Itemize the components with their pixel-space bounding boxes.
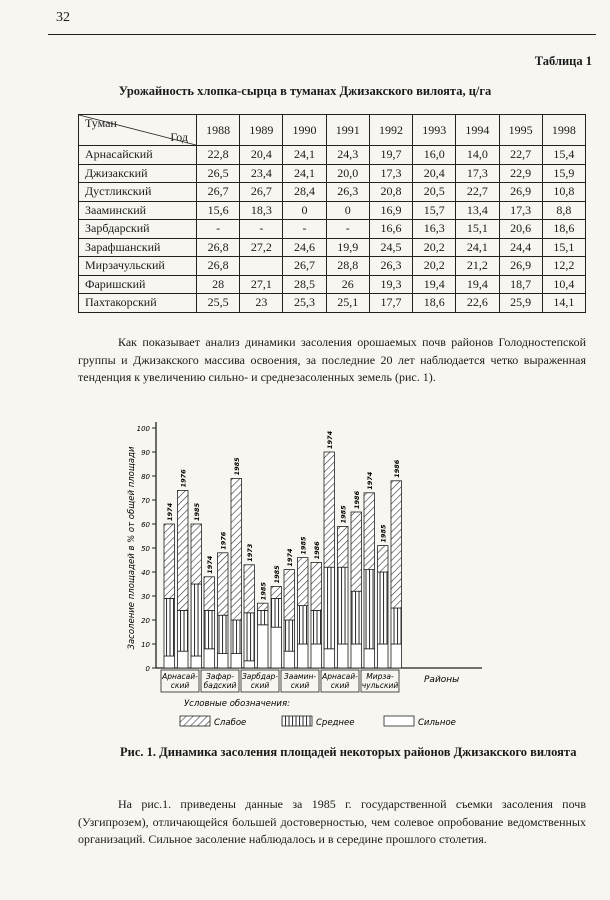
yield-value-cell: 10,4	[542, 275, 585, 294]
bar-strong	[204, 649, 215, 668]
yield-value-cell: 26,3	[326, 183, 369, 202]
yield-value-cell: 15,4	[542, 146, 585, 165]
y-tick-label: 20	[141, 617, 150, 625]
yield-value-cell: 22,7	[499, 146, 542, 165]
bar-strong	[311, 644, 322, 668]
group-label: Заамин-	[283, 672, 317, 681]
bar-medium	[364, 570, 375, 649]
yield-value-cell: 19,4	[413, 275, 456, 294]
year-header: 1998	[542, 115, 585, 146]
legend-label-medium: Среднее	[316, 718, 355, 728]
bar-weak	[298, 558, 309, 606]
yield-value-cell: 25,3	[283, 294, 326, 313]
table-row	[79, 183, 586, 202]
bar-medium	[351, 591, 362, 644]
yield-value-cell: 20,0	[326, 164, 369, 183]
yield-value-cell: 8,8	[542, 201, 585, 220]
group-label: Арнасай-	[162, 672, 198, 681]
y-tick-label: 70	[141, 497, 150, 505]
yield-value-cell: 17,3	[456, 164, 499, 183]
yield-value-cell: 25,9	[499, 294, 542, 313]
yield-value-cell: 19,4	[456, 275, 499, 294]
legend-title: Условные обозначения:	[184, 699, 290, 709]
salinization-chart	[110, 410, 500, 728]
header-diagonal-cell	[79, 115, 197, 146]
yield-value-cell: 23,4	[240, 164, 283, 183]
table-row	[79, 275, 586, 294]
yield-value-cell: 15,1	[456, 220, 499, 239]
yield-value-cell: 0	[283, 201, 326, 220]
yield-value-cell: 27,1	[240, 275, 283, 294]
yield-value-cell: 28,5	[283, 275, 326, 294]
bar-medium	[271, 598, 282, 627]
yield-value-cell: 24,1	[283, 164, 326, 183]
bar-weak	[178, 490, 189, 610]
header-row-label: Туман	[85, 116, 117, 130]
bar-weak	[244, 565, 255, 613]
group-label: ский	[290, 681, 310, 690]
bar-strong	[231, 654, 242, 668]
yield-value-cell: 25,5	[197, 294, 240, 313]
table-row	[79, 257, 586, 276]
y-axis-label: Засоление площадей в % от общей площади	[127, 446, 137, 650]
bar-medium	[284, 620, 295, 651]
bar-weak	[378, 546, 389, 572]
bar-medium	[391, 608, 402, 644]
group-label: Арнасай-	[322, 672, 358, 681]
bar-medium	[324, 567, 335, 649]
yield-value-cell: 23	[240, 294, 283, 313]
y-tick-label: 10	[141, 641, 150, 649]
bar-strong	[178, 651, 189, 668]
yield-value-cell: 18,6	[413, 294, 456, 313]
bar-medium	[218, 615, 229, 653]
table-label: Таблица 1	[534, 54, 592, 68]
group-label: бадский	[203, 681, 237, 690]
yield-value-cell: 17,3	[369, 164, 412, 183]
bar-weak	[338, 526, 349, 567]
y-tick-label: 30	[141, 593, 150, 601]
yield-value-cell: 19,7	[369, 146, 412, 165]
bar-weak	[231, 478, 242, 620]
yield-value-cell: 0	[326, 201, 369, 220]
year-header: 1988	[197, 115, 240, 146]
y-tick-label: 100	[136, 425, 150, 433]
year-header: 1994	[456, 115, 499, 146]
yield-value-cell: 22,9	[499, 164, 542, 183]
yield-value-cell: 26,7	[240, 183, 283, 202]
bar-year-label: 1974	[365, 471, 374, 490]
yield-value-cell: 18,3	[240, 201, 283, 220]
group-label: ский	[330, 681, 350, 690]
table-row	[79, 238, 586, 257]
yield-value-cell: 20,4	[413, 164, 456, 183]
y-tick-label: 60	[141, 521, 150, 529]
bar-weak	[191, 524, 202, 584]
yield-value-cell: 14,0	[456, 146, 499, 165]
bar-medium	[298, 606, 309, 644]
bar-weak	[218, 553, 229, 615]
yield-value-cell: 24,3	[326, 146, 369, 165]
y-tick-label: 50	[141, 545, 150, 553]
bar-strong	[298, 644, 309, 668]
district-name-cell: Джизакский	[79, 164, 197, 183]
bar-medium	[191, 584, 202, 656]
yield-value-cell: -	[283, 220, 326, 239]
yield-value-cell: -	[197, 220, 240, 239]
yield-value-cell: 18,7	[499, 275, 542, 294]
yield-value-cell: 22,7	[456, 183, 499, 202]
table-row	[79, 220, 586, 239]
yield-value-cell: 15,7	[413, 201, 456, 220]
year-header: 1991	[326, 115, 369, 146]
header-rule	[48, 34, 596, 35]
district-name-cell: Зааминский	[79, 201, 197, 220]
year-header: 1993	[413, 115, 456, 146]
yield-value-cell: 26	[326, 275, 369, 294]
yield-value-cell: 20,6	[499, 220, 542, 239]
group-label: ский	[250, 681, 270, 690]
yield-value-cell: 20,5	[413, 183, 456, 202]
legend-swatch-strong	[384, 716, 414, 726]
table-header-row	[79, 115, 586, 146]
bar-medium	[204, 610, 215, 648]
year-header: 1995	[499, 115, 542, 146]
yield-value-cell: 19,9	[326, 238, 369, 257]
yield-value-cell: 28,8	[326, 257, 369, 276]
group-label: Зафар-	[206, 672, 234, 681]
x-axis-label: Районы	[424, 675, 460, 685]
y-tick-label: 40	[141, 569, 150, 577]
yield-value-cell: 26,9	[499, 257, 542, 276]
yield-value-cell: 19,3	[369, 275, 412, 294]
yield-value-cell: 16,3	[413, 220, 456, 239]
yield-value-cell: 14,1	[542, 294, 585, 313]
table-row	[79, 164, 586, 183]
yield-value-cell: -	[326, 220, 369, 239]
bar-medium	[178, 610, 189, 651]
bar-year-label: 1985	[299, 536, 308, 555]
y-tick-label: 90	[141, 449, 150, 457]
district-name-cell: Зарафшанский	[79, 238, 197, 257]
yield-value-cell: 24,5	[369, 238, 412, 257]
legend-swatch-weak	[180, 716, 210, 726]
yield-value-cell: 26,8	[197, 257, 240, 276]
y-tick-label: 0	[145, 665, 150, 673]
yield-value-cell: 24,4	[499, 238, 542, 257]
bar-strong	[338, 644, 349, 668]
bar-year-label: 1974	[165, 502, 174, 521]
table-row	[79, 146, 586, 165]
legend-label-strong: Сильное	[418, 718, 456, 728]
yield-value-cell: 17,3	[499, 201, 542, 220]
yield-value-cell: 26,9	[499, 183, 542, 202]
bar-strong	[258, 625, 269, 668]
bar-weak	[271, 586, 282, 598]
bar-strong	[324, 649, 335, 668]
bar-medium	[231, 620, 242, 654]
yield-value-cell: 26,8	[197, 238, 240, 257]
bar-medium	[311, 610, 322, 644]
yield-table	[78, 114, 586, 313]
district-name-cell: Мирзачульский	[79, 257, 197, 276]
yield-value-cell: 16,9	[369, 201, 412, 220]
district-name-cell: Арнасайский	[79, 146, 197, 165]
bar-year-label: 1985	[232, 457, 241, 476]
yield-value-cell: 27,2	[240, 238, 283, 257]
table-row	[79, 201, 586, 220]
yield-value-cell: 20,2	[413, 257, 456, 276]
bar-strong	[391, 644, 402, 668]
yield-value-cell: 28,4	[283, 183, 326, 202]
yield-value-cell: 26,3	[369, 257, 412, 276]
bar-year-label: 1985	[272, 565, 281, 584]
bar-strong	[164, 656, 175, 668]
yield-value-cell: 26,7	[197, 183, 240, 202]
paragraph-2: На рис.1. приведены данные за 1985 г. государственной съемки засоления почв (Узгипрозем), отличающейся большей достоверностью, чем солевое опробование ведомственных организаций. Сильное засоление наблюдалось и в середине прошлого столетия.	[78, 797, 586, 846]
bar-medium	[258, 610, 269, 624]
yield-value-cell: 16,0	[413, 146, 456, 165]
bar-weak	[164, 524, 175, 598]
yield-value-cell: 16,6	[369, 220, 412, 239]
district-name-cell: Пахтакорский	[79, 294, 197, 313]
district-name-cell: Фаришский	[79, 275, 197, 294]
bar-year-label: 1985	[192, 502, 201, 521]
bar-weak	[351, 512, 362, 591]
yield-value-cell: 15,9	[542, 164, 585, 183]
yield-value-cell: 26,5	[197, 164, 240, 183]
yield-value-cell: 12,2	[542, 257, 585, 276]
table-row	[79, 294, 586, 313]
yield-value-cell: 24,1	[456, 238, 499, 257]
year-header: 1990	[283, 115, 326, 146]
bar-strong	[218, 654, 229, 668]
year-header: 1989	[240, 115, 283, 146]
bar-strong	[351, 644, 362, 668]
bar-weak	[391, 481, 402, 608]
yield-value-cell: 21,2	[456, 257, 499, 276]
y-tick-label: 80	[141, 473, 150, 481]
bar-year-label: 1986	[352, 490, 361, 509]
bar-weak	[204, 577, 215, 611]
district-name-cell: Дустликский	[79, 183, 197, 202]
yield-value-cell: 24,6	[283, 238, 326, 257]
yield-value-cell: 20,4	[240, 146, 283, 165]
yield-value-cell: 15,6	[197, 201, 240, 220]
bar-year-label: 1986	[392, 459, 401, 478]
group-label: ский	[170, 681, 190, 690]
yield-value-cell: 15,1	[542, 238, 585, 257]
group-label: чульский	[361, 681, 399, 690]
bar-strong	[378, 644, 389, 668]
yield-value-cell: 17,7	[369, 294, 412, 313]
yield-value-cell: 25,1	[326, 294, 369, 313]
bar-year-label: 1976	[179, 469, 188, 488]
page-number: 32	[56, 10, 70, 25]
bar-year-label: 1976	[219, 531, 228, 550]
bar-year-label: 1986	[312, 541, 321, 560]
bar-year-label: 1974	[325, 430, 334, 449]
bar-strong	[284, 651, 295, 668]
bar-weak	[311, 562, 322, 610]
yield-value-cell: 18,6	[542, 220, 585, 239]
bar-year-label: 1974	[285, 548, 294, 567]
yield-value-cell: 24,1	[283, 146, 326, 165]
yield-value-cell: 20,8	[369, 183, 412, 202]
bar-medium	[338, 567, 349, 644]
paragraph-1: Как показывает анализ динамики засоления орошаемых почв районов Голодностепской группы и Джизакского массива освоения, за последние 20 лет наблюдается четко выраженная тенденция к увеличению сильно- и среднезасоленных земель (рис. 1).	[78, 335, 586, 384]
district-name-cell: Зарбдарский	[79, 220, 197, 239]
bar-strong	[364, 649, 375, 668]
bar-year-label: 1985	[339, 505, 348, 524]
figure-caption: Рис. 1. Динамика засоления площадей некоторых районов Джизакского вилоята	[120, 745, 577, 759]
yield-value-cell	[240, 257, 283, 276]
bar-strong	[191, 656, 202, 668]
yield-value-cell: 13,4	[456, 201, 499, 220]
yield-value-cell: -	[240, 220, 283, 239]
bar-medium	[378, 572, 389, 644]
bar-medium	[244, 613, 255, 661]
yield-value-cell: 22,6	[456, 294, 499, 313]
yield-value-cell: 20,2	[413, 238, 456, 257]
bar-weak	[284, 570, 295, 620]
yield-value-cell: 10,8	[542, 183, 585, 202]
bar-medium	[164, 598, 175, 656]
bar-year-label: 1973	[245, 543, 254, 562]
legend-swatch-medium	[282, 716, 312, 726]
bar-weak	[324, 452, 335, 567]
group-label: Мирза-	[366, 672, 394, 681]
bar-year-label: 1985	[379, 524, 388, 543]
year-header: 1992	[369, 115, 412, 146]
table-title: Урожайность хлопка-сырца в туманах Джизакского вилоята, ц/га	[118, 84, 492, 98]
bar-strong	[244, 661, 255, 668]
bar-year-label: 1974	[205, 555, 214, 574]
yield-value-cell: 26,7	[283, 257, 326, 276]
yield-value-cell: 22,8	[197, 146, 240, 165]
bar-weak	[258, 603, 269, 610]
yield-value-cell: 28	[197, 275, 240, 294]
legend-label-weak: Слабое	[214, 718, 247, 728]
group-label: Зарбдар-	[241, 672, 279, 681]
header-col-label: Год	[170, 130, 188, 144]
bar-weak	[364, 493, 375, 570]
bar-strong	[271, 627, 282, 668]
bar-year-label: 1985	[259, 582, 268, 601]
